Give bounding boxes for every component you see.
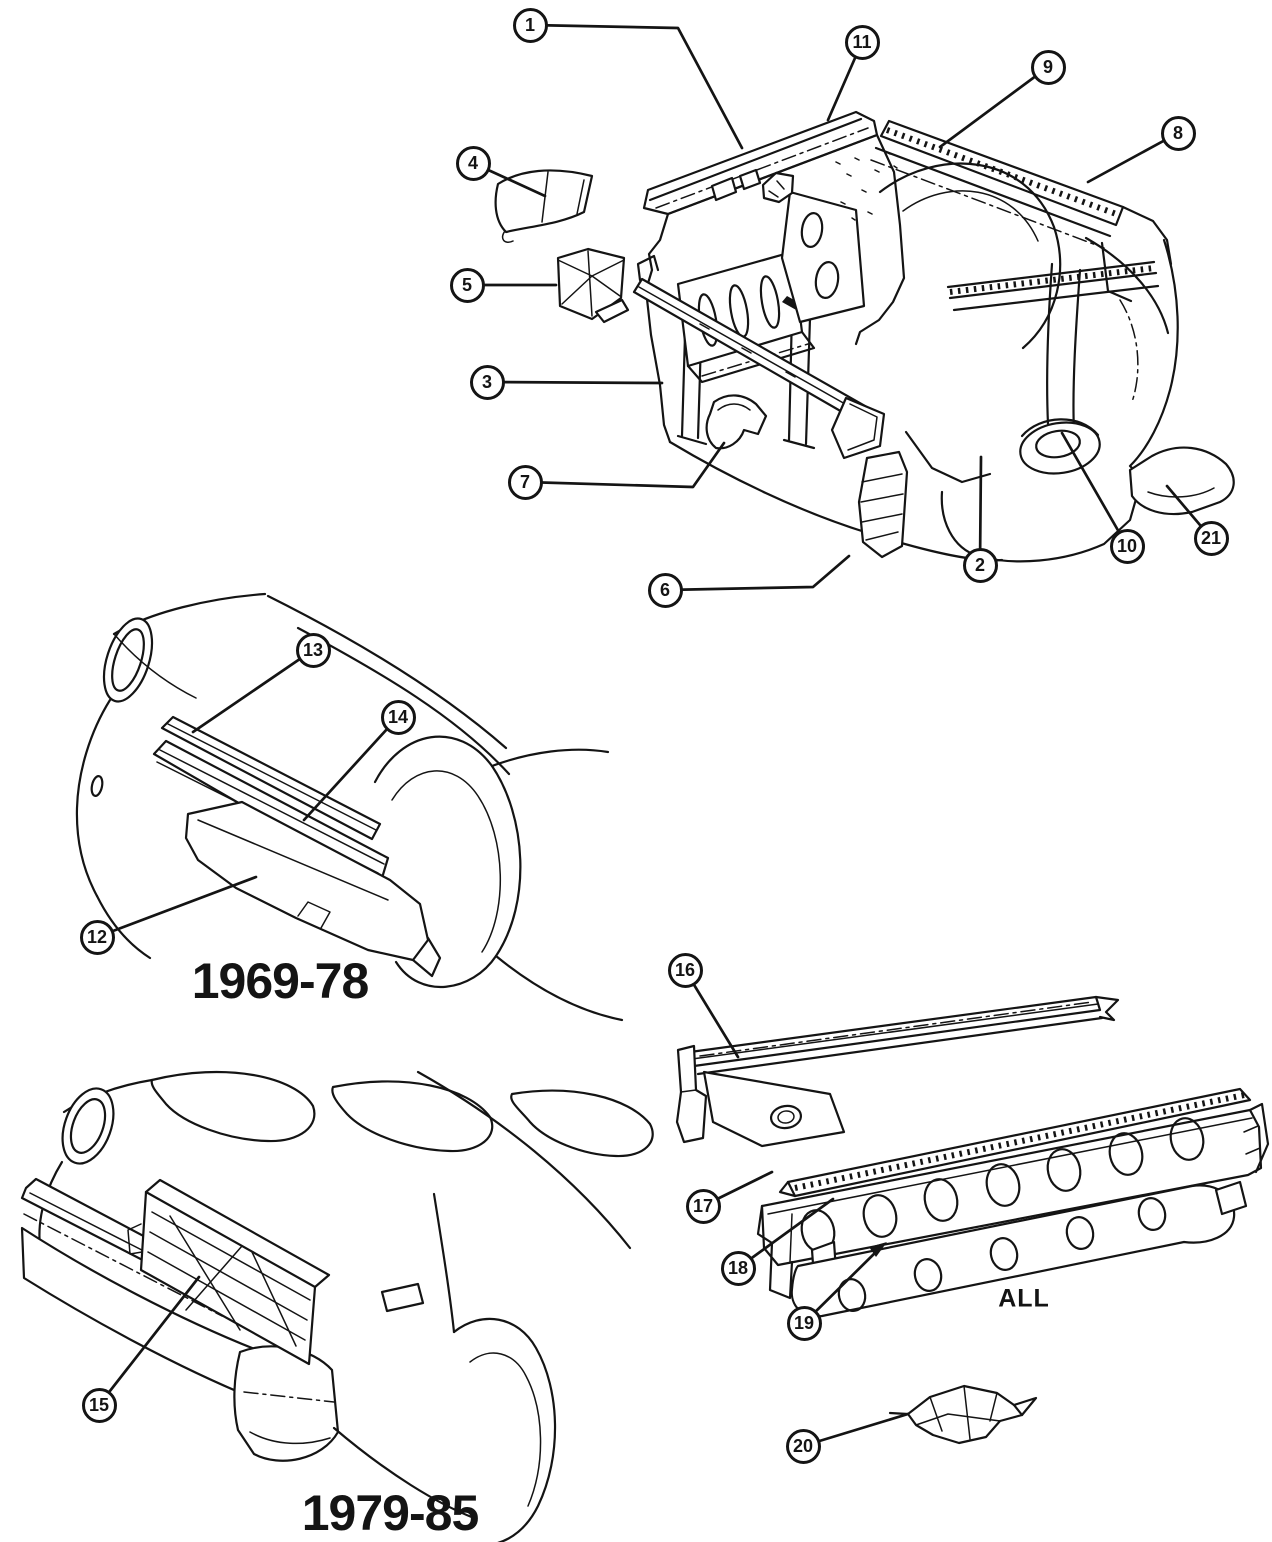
callout-4 (456, 146, 491, 181)
callout-11 (845, 25, 880, 60)
callout-18 (721, 1251, 756, 1286)
callout-15-number: 15 (88, 1394, 110, 1415)
year-range-1969-78: 1969-78 (191, 953, 369, 1009)
callout-8 (1161, 116, 1196, 151)
callout-6-number: 6 (659, 579, 670, 600)
leader-6 (665, 556, 849, 590)
callout-7-number: 7 (519, 471, 530, 492)
callout-10-number: 10 (1116, 535, 1138, 556)
callout-14 (381, 700, 416, 735)
callout-17 (686, 1189, 721, 1224)
callout-21-number: 21 (1200, 527, 1222, 548)
leader-1 (530, 25, 742, 148)
callout-12-number: 12 (86, 926, 108, 947)
callout-16 (668, 953, 703, 988)
front-view-1979-85-art (22, 1072, 653, 1542)
callout-21 (1194, 521, 1229, 556)
callout-3 (470, 365, 505, 400)
callout-6 (648, 573, 683, 608)
callout-14-number: 14 (387, 706, 409, 727)
callout-20 (786, 1429, 821, 1464)
leader-3 (487, 382, 662, 383)
front-structure-art (496, 112, 1234, 561)
callout-1 (513, 8, 548, 43)
callout-9-number: 9 (1042, 56, 1053, 77)
callout-13-number: 13 (302, 639, 324, 660)
callout-9 (1031, 50, 1066, 85)
leader-13 (193, 650, 313, 732)
callout-13 (296, 633, 331, 668)
callout-16-number: 16 (674, 959, 696, 980)
callout-1-number: 1 (524, 14, 535, 35)
callout-12 (80, 920, 115, 955)
leader-7 (525, 443, 724, 487)
callout-19-number: 19 (793, 1312, 815, 1333)
applicability-all: ALL (998, 1284, 1050, 1313)
year-range-1979-85: 1979-85 (301, 1485, 479, 1541)
callout-17-number: 17 (692, 1195, 714, 1216)
callout-4-number: 4 (467, 152, 478, 173)
callout-3-number: 3 (481, 371, 492, 392)
callout-2-number: 2 (974, 554, 985, 575)
callout-20-number: 20 (792, 1435, 814, 1456)
callout-11-number: 11 (852, 31, 872, 52)
callout-2 (963, 548, 998, 583)
leader-9 (940, 67, 1048, 147)
callout-7 (508, 465, 543, 500)
callout-19 (787, 1306, 822, 1341)
callout-15 (82, 1388, 117, 1423)
leader-12 (97, 877, 256, 937)
callout-10 (1110, 529, 1145, 564)
callout-5-number: 5 (461, 274, 472, 295)
callout-18-number: 18 (727, 1257, 749, 1278)
callout-8-number: 8 (1172, 122, 1183, 143)
sill-assembly-art (677, 997, 1268, 1443)
callout-5 (450, 268, 485, 303)
